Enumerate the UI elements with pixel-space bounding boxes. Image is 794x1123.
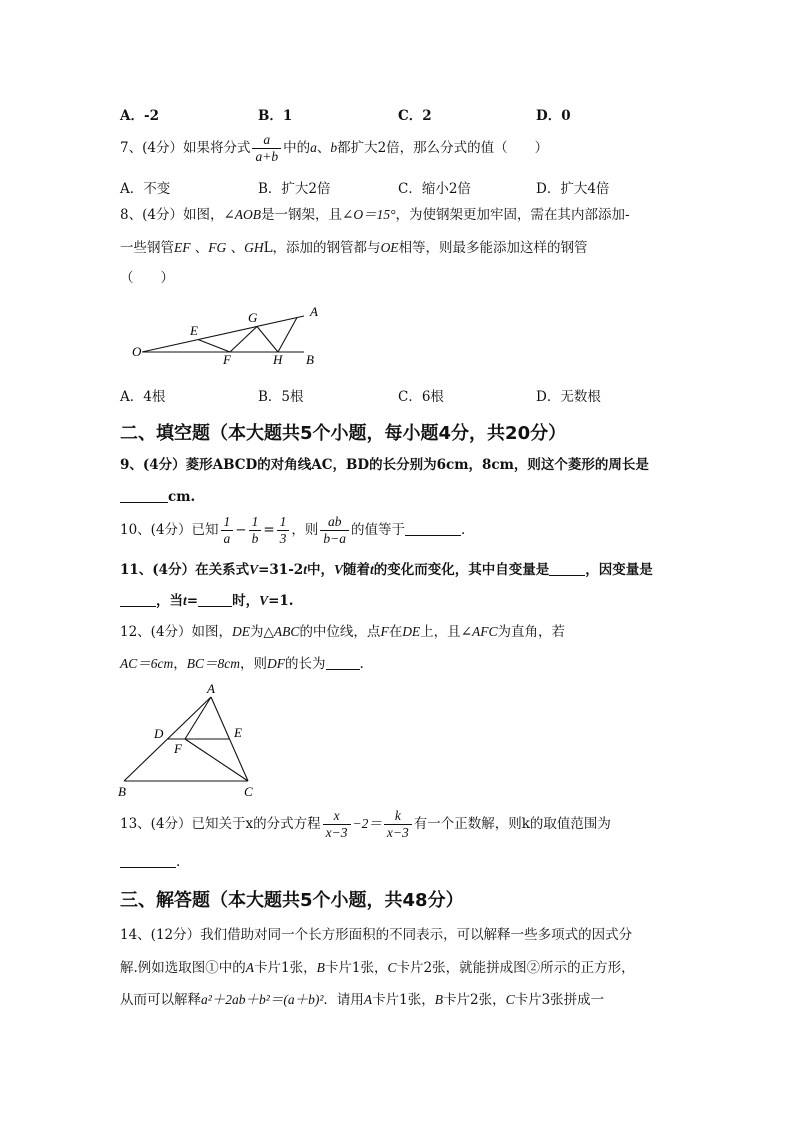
q14-text: 卡片1张， (372, 992, 435, 1008)
q12-text: 的长为 (285, 656, 326, 672)
q10-eq: = (263, 522, 275, 538)
q11-var-v: V (333, 562, 343, 577)
label-f: F (174, 741, 182, 756)
q14-formula: a²＋2ab＋b²＝(a＋b)² (201, 992, 324, 1007)
label-o: O (132, 344, 142, 359)
ray-oa (142, 316, 304, 352)
q8-figure (120, 300, 340, 375)
q12-end: . (359, 656, 364, 672)
q6-option-c: C．2 (398, 108, 432, 124)
q11-text: 随着 (342, 562, 370, 578)
label-d: D (154, 726, 164, 741)
q10-f2-num: 1 (249, 514, 262, 531)
q8-option-c: C．6根 (398, 389, 444, 405)
q12-de: DE (232, 624, 251, 639)
q6-option-a: A．-2 (120, 108, 159, 124)
q8-text: 8、(4分）如图， (120, 207, 224, 223)
q7-option-b: B．扩大2倍 (258, 181, 331, 197)
q8-option-b: B．5根 (258, 389, 304, 405)
q7-mid: 中的 (283, 140, 311, 156)
q10-minus: − (235, 522, 247, 538)
q7-var-a: a (310, 140, 317, 155)
q14-card-a: A (363, 992, 373, 1007)
q14-text: 解.例如选取图①中的 (120, 960, 246, 976)
q7-fraction (252, 132, 281, 165)
q12-triangle: △ABC (263, 624, 300, 639)
q11-var-t: t (183, 593, 187, 608)
q10-prefix: 10、(4分）已知 (120, 522, 219, 538)
q14-card-c: C (505, 992, 515, 1007)
q10-frac-4 (320, 514, 349, 547)
question-10 (120, 512, 465, 548)
q14-text: ．请用 (323, 992, 364, 1008)
q10-f1-num: 1 (221, 514, 234, 531)
q12-line-2 (120, 654, 364, 674)
q10-frac-1 (221, 514, 234, 547)
q9-line-2 (120, 487, 195, 507)
q14-text: 卡片1张， (254, 960, 317, 976)
q9-unit: cm. (168, 489, 196, 505)
section-2-title: 二、填空题（本大题共5个小题，每小题4分，共20分） (120, 423, 567, 444)
q10-suffix: 的值等于 (351, 522, 406, 538)
label-e: E (234, 725, 242, 740)
segment-h-next (278, 318, 297, 353)
q7-frac-den: a+b (255, 149, 279, 164)
q8-text: 是一钢架，且 (261, 207, 343, 223)
q14-text: 从而可以解释 (120, 992, 201, 1008)
label-a: A (310, 304, 318, 319)
q11-text: ，当 (156, 593, 183, 609)
label-b: B (118, 784, 126, 799)
q13-line-2 (120, 852, 180, 872)
q8-angle-aob: ∠AOB (223, 207, 262, 222)
q13-answer-blank (120, 853, 176, 868)
label-f: F (223, 352, 231, 367)
q13-f2-num: k (384, 808, 412, 825)
q14-text: 卡片1张， (324, 960, 388, 976)
q7-sep: 、 (316, 140, 331, 156)
q14-card-a: A (245, 960, 255, 975)
q7-var-b: b (330, 140, 338, 155)
q10-frac-2 (249, 514, 262, 547)
q8-fg: FG (208, 240, 227, 255)
q11-var-v: V (259, 593, 269, 608)
label-h: H (273, 352, 283, 367)
q14-text: 卡片2张， (442, 992, 506, 1008)
q14-card-b: B (316, 960, 325, 975)
segment-gh (257, 327, 278, 353)
q7-option-c: C．缩小2倍 (398, 181, 471, 197)
q14-card-c: C (387, 960, 397, 975)
label-e: E (190, 323, 198, 338)
question-13 (120, 806, 611, 842)
q10-end: . (461, 522, 466, 538)
q14-line-3 (120, 990, 604, 1010)
q11-text: ，因变量是 (585, 562, 653, 578)
q9-line-1: 9、(4分）菱形ABCD的对角线AC，BD的长分别为6cm，8cm，则这个菱形的周长是 (120, 457, 649, 473)
q11-var-t: t (369, 562, 374, 577)
q6-option-b: B．1 (258, 108, 293, 124)
q14-line-1: 14、(12分）我们借助对同一个长方形面积的不同表示，可以解释一些多项式的因式分 (120, 927, 633, 943)
q8-text: 一些钢管 (120, 240, 174, 256)
q10-f1-den: a (223, 531, 231, 546)
q8-text: ，为使钢架更加牢固，需在其内部添加- (395, 207, 630, 223)
q13-frac-1 (323, 808, 351, 841)
q10-f4-num: ab (320, 514, 349, 531)
q14-text: 卡片3张拼成一 (514, 992, 605, 1008)
q13-prefix: 13、(4分）已知关于x的分式方程 (120, 816, 321, 832)
q10-f4-den: b−a (323, 531, 347, 546)
q12-line-1 (120, 622, 565, 642)
q13-f2-den: x−3 (386, 825, 409, 840)
q10-f3-den: 3 (279, 531, 287, 546)
q12-text: 的中位线，点 (299, 624, 381, 640)
q12-angle: ∠AFC (460, 624, 498, 639)
q13-end: . (176, 854, 181, 870)
q10-f2-den: b (251, 531, 259, 546)
q13-suffix: 有一个正数解，则k的取值范围为 (413, 816, 611, 832)
q12-text: 在 (388, 624, 403, 640)
label-a: A (207, 681, 215, 696)
q8-option-d: D．无数根 (536, 389, 601, 405)
q9-answer-blank (120, 488, 168, 503)
q13-f1-den: x−3 (325, 825, 348, 840)
q8-text: 相等，则最多能添加这样的钢管 (398, 240, 588, 256)
segment-fg (230, 327, 257, 353)
q7-option-a: A．不变 (120, 181, 171, 197)
q11-blank-dependent (120, 592, 156, 607)
q6-option-d: D．0 (536, 108, 571, 124)
q11-text: =1. (268, 593, 294, 609)
q12-figure (112, 680, 272, 802)
q11-formula: =31-2 (258, 562, 304, 578)
q12-text: 上，且 (420, 624, 461, 640)
label-g: G (248, 310, 258, 325)
q8-oe: OE (380, 240, 399, 255)
q13-frac-2 (384, 808, 412, 841)
q13-mid: −2＝ (352, 816, 382, 831)
q12-text: 为直角，若 (497, 624, 565, 640)
q8-line-1 (120, 205, 630, 225)
q12-text: ，则 (240, 656, 267, 672)
q14-text: 卡片2张，就能拼成图②所示的正方形， (396, 960, 635, 976)
q11-line-2 (120, 591, 294, 611)
q11-text: 11、(4分）在关系式 (120, 562, 250, 578)
q8-line-3: （ ） (120, 270, 174, 286)
q11-blank-t (198, 592, 232, 607)
q11-text: 时， (232, 593, 260, 609)
q12-text: 为 (250, 624, 264, 640)
q8-line-2: 一些钢管EF 、FG 、GHL，添加的钢管都与OE相等，则最多能添加这样的钢管 (120, 240, 588, 256)
q14-line-2 (120, 958, 635, 978)
label-b: B (306, 352, 314, 367)
q11-blank-independent (549, 561, 585, 576)
q13-f1-num: x (323, 808, 351, 825)
q12-bc: BC＝8cm (186, 656, 240, 671)
q10-frac-3 (277, 514, 290, 547)
question-7 (120, 130, 548, 166)
q11-var-t: t (303, 562, 307, 577)
q12-df: DF (267, 656, 285, 671)
q10-mid: ，则 (291, 522, 319, 538)
q8-gh: GH (244, 240, 264, 255)
q8-ef: EF (174, 240, 191, 255)
q7-frac-num: a (252, 132, 281, 149)
q11-var-v: V (249, 562, 259, 577)
q12-de: DE (402, 624, 421, 639)
q8-angle-o: ∠O＝15° (342, 207, 396, 222)
q7-suffix: 都扩大2倍，那么分式的值（ ） (337, 140, 549, 156)
q12-f: F (380, 624, 389, 639)
q11-line-1 (120, 560, 653, 580)
q12-text: ， (173, 656, 187, 672)
section-3-title: 三、解答题（本大题共5个小题，共48分） (120, 890, 464, 911)
q12-ac: AC＝6cm (120, 656, 174, 671)
q14-card-b: B (434, 992, 443, 1007)
q12-text: 12、(4分）如图， (120, 624, 233, 640)
q11-text: 的变化而变化，其中自变量是 (373, 562, 550, 578)
q10-answer-blank (405, 521, 461, 536)
q8-option-a: A．4根 (120, 389, 166, 405)
q11-text: = (186, 593, 199, 609)
q7-option-d: D．扩大4倍 (536, 181, 610, 197)
label-c: C (244, 784, 253, 799)
q11-text: 中， (306, 562, 334, 578)
segment-ef (198, 340, 230, 353)
q12-answer-blank (326, 655, 360, 670)
q10-f3-num: 1 (277, 514, 290, 531)
q7-prefix: 7、(4分）如果将分式 (120, 140, 251, 156)
q8-text: L，添加的钢管都与 (263, 240, 381, 256)
